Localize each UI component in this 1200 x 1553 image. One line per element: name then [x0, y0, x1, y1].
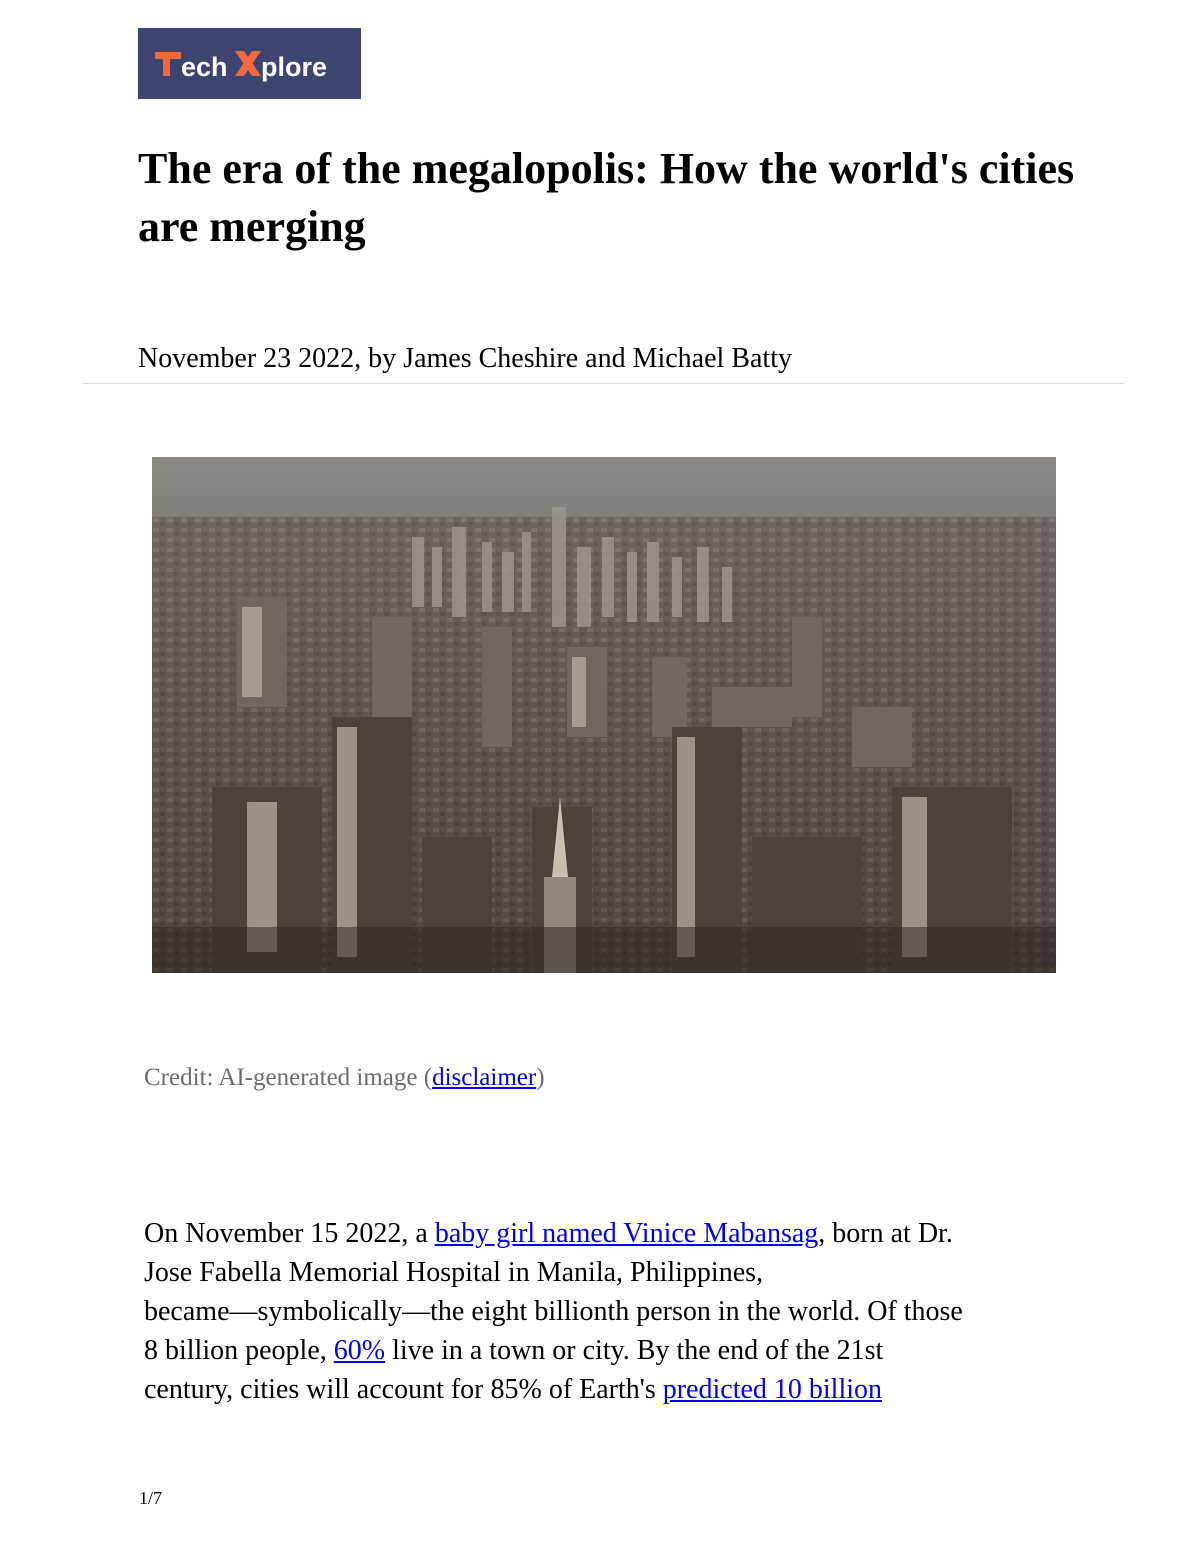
article-byline: November 23 2022, by James Cheshire and Michael Batty — [138, 343, 792, 374]
body-text-segment: century, cities will account for 85% of Earth's — [144, 1374, 663, 1405]
article-body — [144, 1214, 1064, 1409]
sixty-percent-link[interactable]: 60% — [333, 1335, 386, 1366]
body-text-segment: On November 15 2022, a — [144, 1218, 435, 1249]
logo-t-stem — [163, 52, 170, 76]
byline-divider — [83, 383, 1124, 384]
article-image — [152, 457, 1056, 973]
caption-prefix: Credit: AI-generated image ( — [144, 1064, 433, 1091]
article-title: The era of the megalopolis: How the world's cities are merging — [138, 144, 1075, 251]
body-line-4 — [144, 1331, 1064, 1370]
body-text-segment: 8 billion people, — [144, 1335, 334, 1366]
body-line-5 — [144, 1370, 1064, 1409]
image-caption — [144, 1061, 545, 1095]
vinice-mabansag-link[interactable]: baby girl named Vinice Mabansag — [434, 1218, 819, 1249]
logo-x-icon — [235, 51, 261, 76]
page-number: 1/7 — [139, 1488, 163, 1508]
disclaimer-link[interactable]: disclaimer — [432, 1064, 537, 1091]
logo-text-plore: plore — [260, 51, 327, 82]
predicted-10-billion-link[interactable]: predicted 10 billion — [662, 1374, 883, 1405]
logo-text-ech: ech — [180, 51, 228, 82]
body-line-1 — [144, 1214, 1064, 1253]
body-line-2: Jose Fabella Memorial Hospital in Manila, Philippines, — [144, 1257, 764, 1288]
techxplore-logo[interactable] — [138, 28, 361, 99]
techxplore-logo-mark — [145, 39, 355, 89]
caption-suffix: ) — [536, 1064, 545, 1091]
body-text-segment: live in a town or city. By the end of the 21st — [385, 1335, 884, 1366]
aerial-city-photo-icon — [152, 457, 1056, 973]
body-line-3: became—symbolically—the eight billionth person in the world. Of those — [144, 1296, 963, 1327]
body-text-segment: , born at Dr. — [818, 1218, 953, 1249]
